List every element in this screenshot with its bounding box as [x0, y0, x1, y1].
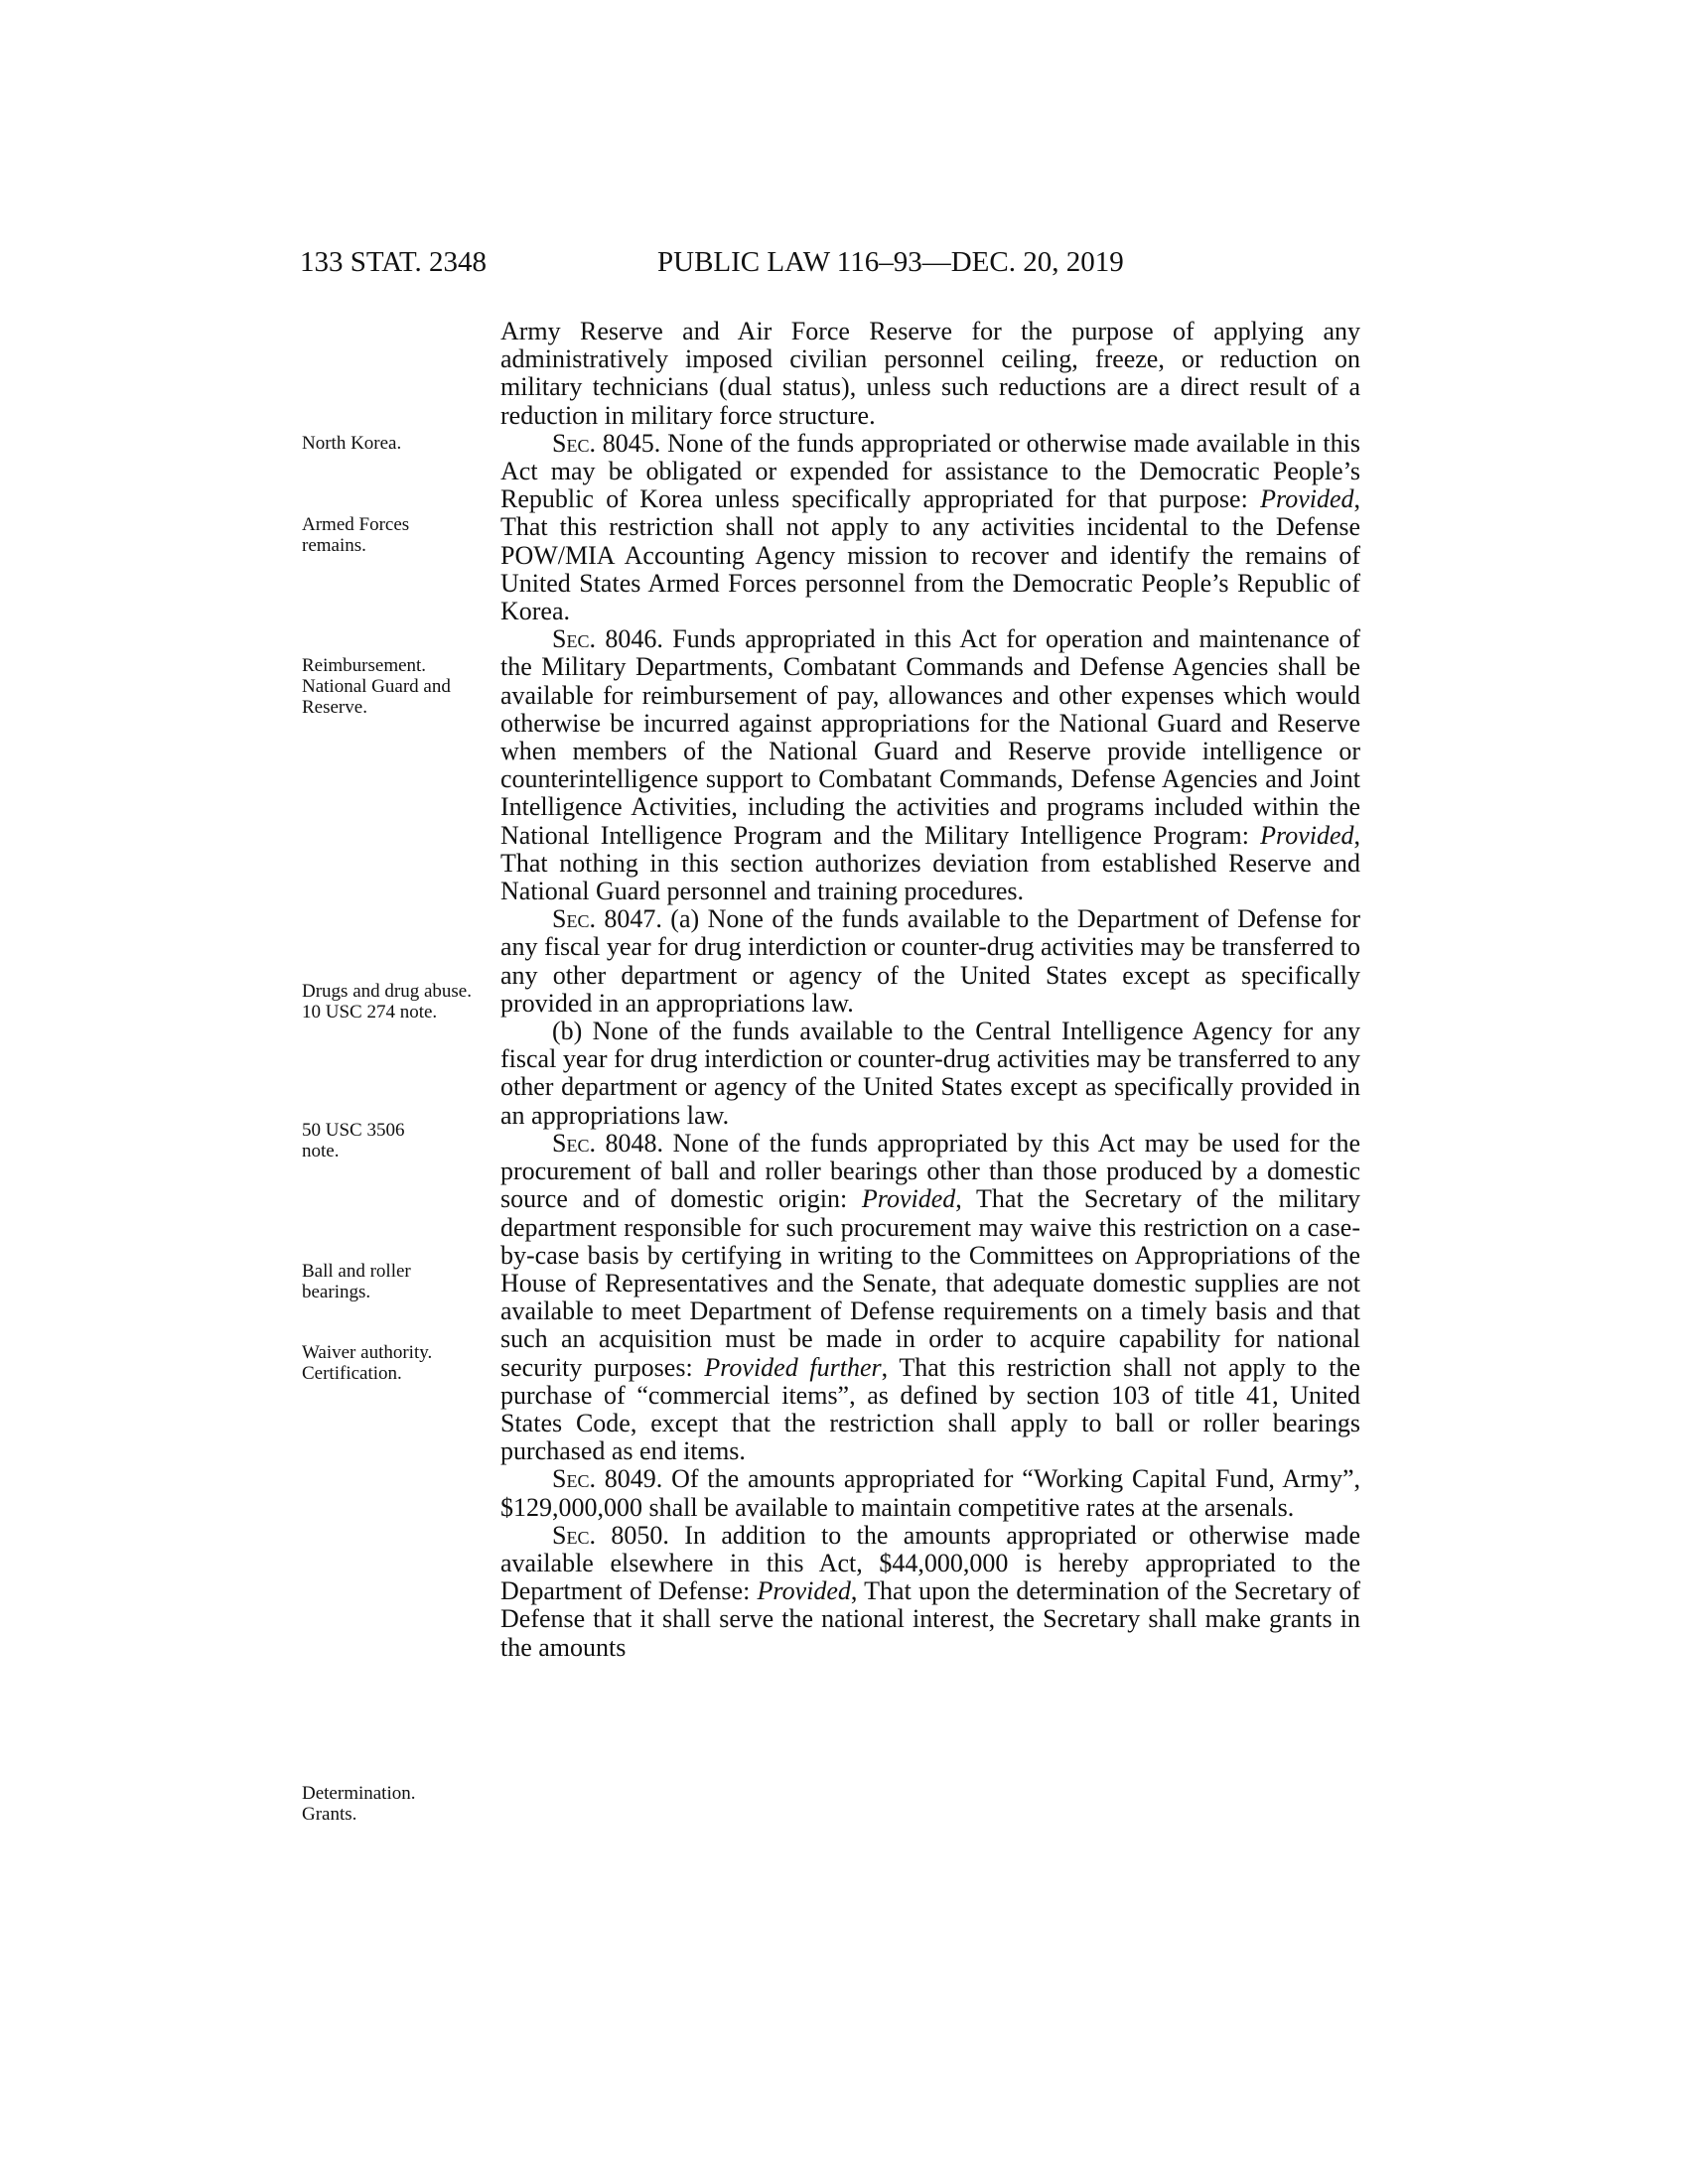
margin-note-north-korea: North Korea.	[302, 433, 402, 454]
paragraph-sec-8050: Sec. 8050. In addition to the amounts appropriated or otherwise made available elsewhere in this Act, $44,000,000 is hereby appropriated to the Department of Defense: Provided, That upon the determination of the Secretary of Defense that it shall serve the national interest, the Secretary shall make grants in the amounts	[500, 1520, 1361, 1662]
margin-note-armed-forces-remains: Armed Forces remains.	[302, 514, 410, 556]
paragraph-sec-8048: Sec. 8048. None of the funds appropriated by this Act may be used for the procurement of ball and roller bearings other than those produced by a domestic source and of domestic origin: Provided, That the Secretary of the military department responsible for such procurement may waive this restriction on a case-by-case basis by certifying in writing to the Committees on Appropriations of the House of Representatives and the Senate, that adequate domestic supplies are not available to meet Department of Defense requirements on a timely basis and that such an acquisition must be made in order to acquire capability for national security purposes: Provided further, That this restriction shall not apply to the purchase of “commercial items”, as defined by section 103 of title 41, United States Code, except that the restriction shall apply to ball or roller bearings purchased as end items.	[500, 1128, 1360, 1466]
paragraph-sec-8047a: Sec. 8047. (a) None of the funds available to the Department of Defense for any fiscal year for drug interdiction or counter-drug activities may be transferred to any other department or agency of the United States except as specifically provided in an appropriations law.	[500, 904, 1360, 1018]
margin-note-reimbursement: Reimbursement. National Guard and Reserve.	[302, 655, 451, 718]
paragraph-sec-8045: Sec. 8045. None of the funds appropriated or otherwise made available in this Act may be obligated or expended for assistance to the Democratic People’s Republic of Korea unless specifically appropriated for that purpose: Provided, That this restriction shall not apply to any activities incidental to the Defense POW/MIA Accounting Agency mission to recover and identify the remains of United States Armed Forces personnel from the Democratic People’s Republic of Korea.	[500, 428, 1360, 626]
paragraph-sec-8046: Sec. 8046. Funds appropriated in this Act for operation and maintenance of the Military Departments, Combatant Commands and Defense Agencies shall be available for reimbursement of pay, allowances and other expenses which would otherwise be incurred against appropriations for the National Guard and Reserve when members of the National Guard and Reserve provide intelligence or counterintelligence support to Combatant Commands, Defense Agencies and Joint Intelligence Activities, including the activities and programs included within the National Intelligence Program and the Military Intelligence Program: Provided, That nothing in this section authorizes deviation from established Reserve and National Guard personnel and training procedures.	[500, 624, 1360, 906]
paragraph-sec-8047b: (b) None of the funds available to the Central Intelligence Agency for any fiscal year for drug interdiction or counter-drug activities may be transferred to any other department or agency of the United States except as specifically provided in an appropriations law.	[500, 1017, 1360, 1130]
paragraph-sec-8049: Sec. 8049. Of the amounts appropriated for “Working Capital Fund, Army”, $129,000,000 shall be available to maintain competitive rates at the arsenals.	[500, 1464, 1360, 1522]
margin-note-waiver: Waiver authority. Certification.	[302, 1342, 433, 1384]
margin-note-drugs: Drugs and drug abuse. 10 USC 274 note.	[302, 981, 472, 1023]
paragraph-continuation: Army Reserve and Air Force Reserve for the purpose of applying any administratively imposed civilian personnel ceiling, freeze, or reduction on military technicians (dual status), unless such reductions are a direct result of a reduction in military force structure.	[500, 317, 1360, 430]
margin-note-ball-bearings: Ball and roller bearings.	[302, 1261, 411, 1302]
margin-note-determination: Determination. Grants.	[302, 1783, 416, 1825]
page-header	[300, 246, 1362, 286]
body-text	[500, 318, 1360, 1662]
margin-note-50-usc: 50 USC 3506 note.	[302, 1120, 405, 1161]
stat-citation: 133 STAT. 2348	[300, 246, 488, 278]
public-law-title: PUBLIC LAW 116–93—DEC. 20, 2019	[657, 246, 1124, 278]
